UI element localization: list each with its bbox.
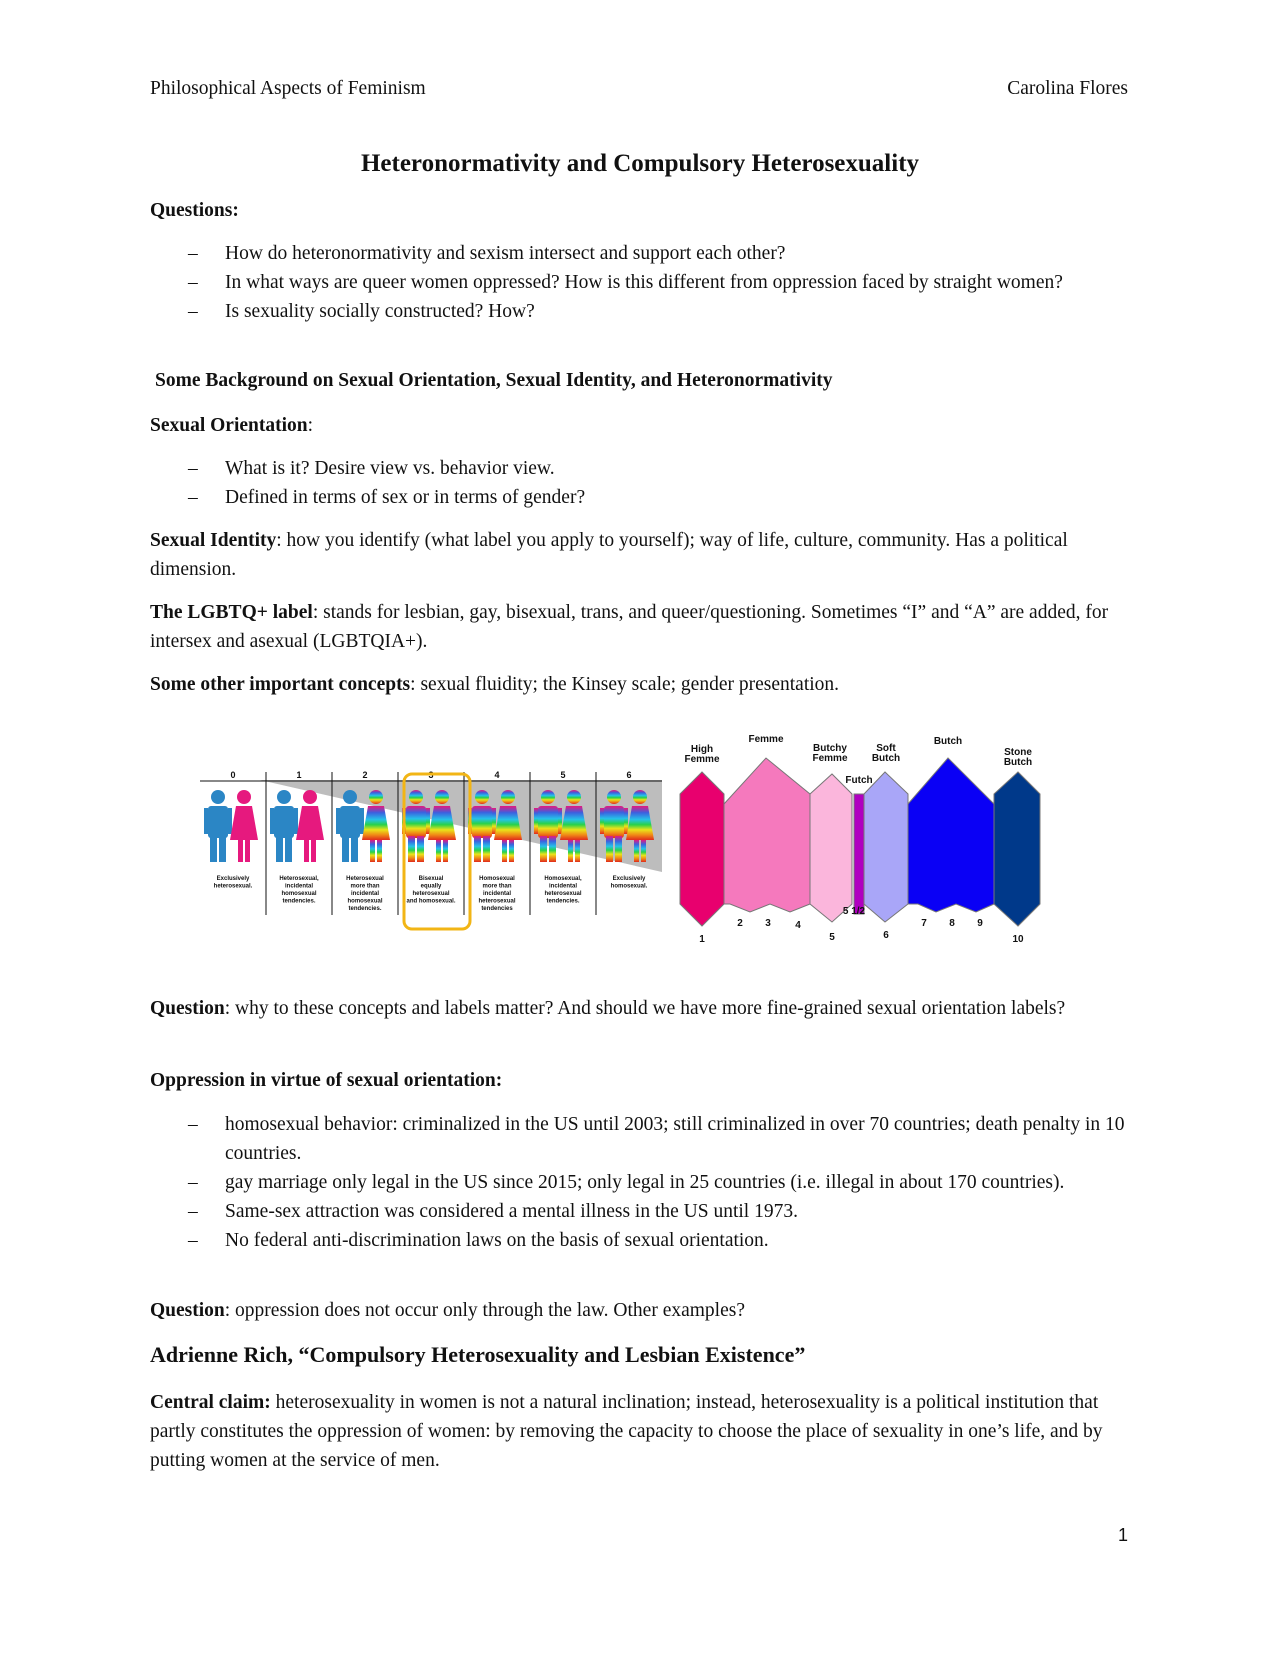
kinsey-caption: incidental — [482, 891, 512, 897]
concepts-paragraph — [150, 670, 1130, 699]
bf-label: High — [690, 744, 714, 755]
orientation-label: Sexual Orientation — [150, 415, 308, 436]
identity-paragraph — [150, 526, 1130, 584]
question1-paragraph — [150, 994, 1130, 1023]
kinsey-caption: incidental — [350, 891, 380, 897]
bf-number: 6 — [883, 930, 889, 941]
bf-number: 5 1/2 — [842, 906, 866, 917]
bf-label: Femme — [684, 754, 720, 765]
kinsey-caption: Heterosexual, — [279, 876, 319, 882]
concepts-text: : sexual fluidity; the Kinsey scale; gender presentation. — [410, 674, 840, 695]
female-figure — [230, 790, 258, 862]
bf-label: Futch — [845, 775, 873, 786]
kinsey-caption: more than — [350, 883, 380, 890]
bf-segment — [994, 772, 1040, 926]
bf-label: Soft — [876, 743, 896, 754]
kinsey-scale-figure — [200, 770, 668, 960]
kinsey-number: 5 — [560, 770, 566, 780]
central-claim-paragraph — [150, 1388, 1130, 1475]
kinsey-caption: incidental — [548, 883, 578, 890]
kinsey-caption: Exclusively — [612, 876, 646, 882]
bf-segment — [864, 772, 908, 922]
kinsey-caption: and homosexual. — [406, 898, 456, 905]
kinsey-caption: equally — [420, 883, 442, 890]
list-item: – Defined in terms of sex or in terms of gender? — [150, 483, 1130, 512]
bf-label: Butch — [933, 736, 963, 747]
header-author: Carolina Flores — [1007, 78, 1128, 99]
page-number: 1 — [1117, 1525, 1128, 1545]
list-item: – homosexual behavior: criminalized in the US until 2003; still criminalized in over 70 countries; death penalty in 10 countries. — [150, 1110, 1130, 1168]
oppression-heading: Oppression in virtue of sexual orientation: — [150, 1070, 503, 1091]
bf-segment — [908, 758, 994, 912]
question2-label: Question — [150, 1300, 225, 1321]
kinsey-caption: heterosexual — [478, 898, 516, 905]
bf-number: 4 — [795, 920, 801, 931]
list-item: – Same-sex attraction was considered a mental illness in the US until 1973. — [150, 1197, 1130, 1226]
bf-label: Femme — [748, 734, 784, 745]
document-title: Heteronormativity and Compulsory Heterosexuality — [360, 150, 920, 177]
bf-number: 9 — [977, 918, 983, 929]
bf-segment — [810, 774, 852, 922]
kinsey-caption: tendencies. — [282, 898, 316, 905]
bf-label: Butch — [1003, 757, 1033, 768]
kinsey-caption: Heterosexual — [346, 876, 384, 882]
kinsey-caption: Bisexual — [418, 876, 444, 882]
orientation-list — [150, 454, 1130, 512]
lgbtq-paragraph — [150, 598, 1130, 656]
orientation-suffix: : — [307, 415, 314, 436]
kinsey-number: 4 — [494, 770, 500, 780]
question2-paragraph — [150, 1296, 1130, 1325]
kinsey-caption: Homosexual, — [544, 876, 582, 882]
questions-heading: Questions: — [150, 200, 239, 221]
bf-number: 10 — [1012, 934, 1024, 945]
kinsey-caption: incidental — [284, 883, 314, 890]
male-figure — [270, 790, 298, 862]
kinsey-number: 0 — [230, 770, 236, 780]
butch-femme-scale-figure — [680, 734, 1090, 970]
list-item: – How do heteronormativity and sexism intersect and support each other? — [150, 239, 1130, 268]
bf-labels — [684, 734, 1032, 786]
questions-list — [150, 239, 1130, 326]
central-label: Central claim: — [150, 1392, 271, 1413]
list-item: – In what ways are queer women oppressed? How is this different from oppression faced by straight women? — [150, 268, 1130, 297]
male-figure — [204, 790, 232, 862]
header-course: Philosophical Aspects of Feminism — [150, 78, 426, 99]
kinsey-caption: tendencies — [481, 906, 513, 912]
bf-label: Butch — [871, 753, 901, 764]
background-heading: Some Background on Sexual Orientation, Sexual Identity, and Heteronormativity — [155, 370, 833, 391]
list-item: – gay marriage only legal in the US since 2015; only legal in 25 countries (i.e. illegal in about 170 countries). — [150, 1168, 1130, 1197]
bf-segment — [680, 772, 724, 926]
kinsey-captions — [214, 876, 648, 912]
bf-number: 8 — [949, 918, 955, 929]
question2-text: : oppression does not occur only through the law. Other examples? — [224, 1300, 746, 1321]
bf-segment — [724, 758, 810, 912]
kinsey-caption: heterosexual — [544, 891, 582, 897]
bf-number: 7 — [921, 918, 927, 929]
kinsey-caption: tendencies. — [348, 906, 382, 912]
female-figure — [296, 790, 324, 862]
kinsey-caption: Homosexual — [479, 876, 515, 882]
kinsey-caption: more than — [482, 883, 512, 890]
lgbtq-label: The LGBTQ+ label — [150, 602, 313, 623]
kinsey-caption: tendencies. — [546, 898, 580, 905]
bf-label: Butchy — [813, 743, 847, 754]
identity-label: Sexual Identity — [150, 530, 277, 551]
kinsey-caption: homosexual. — [610, 883, 648, 890]
list-item: – What is it? Desire view vs. behavior view. — [150, 454, 1130, 483]
concepts-label: Some other important concepts — [150, 674, 411, 695]
kinsey-number: 6 — [626, 770, 632, 780]
identity-text: : how you identify (what label you apply to yourself); way of life, culture, community. Has a political dimension. — [150, 530, 1068, 580]
orientation-heading — [150, 411, 1130, 440]
central-text: heterosexuality in women is not a natural inclination; instead, heterosexuality is a political institution that partly constitutes the oppression of women: by removing the capacity to choose the place of sexuality in one’s life, and by putting women at the service of men. — [150, 1392, 1103, 1471]
kinsey-number: 3 — [428, 770, 434, 780]
kinsey-number: 1 — [296, 770, 302, 780]
kinsey-caption: homosexual — [281, 891, 317, 897]
bf-label: Femme — [812, 753, 848, 764]
kinsey-caption: homosexual — [347, 898, 383, 905]
bf-number: 2 — [737, 918, 743, 929]
bf-number: 5 — [829, 932, 835, 943]
bf-number: 1 — [699, 934, 705, 945]
kinsey-caption: heterosexual. — [213, 883, 253, 890]
list-item: – No federal anti-discrimination laws on the basis of sexual orientation. — [150, 1226, 1130, 1255]
lgbtq-text: : stands for lesbian, gay, bisexual, trans, and queer/questioning. Sometimes “I” and “A” are added, for intersex and asexual (LGBTQIA+). — [150, 602, 1109, 652]
question1-label: Question — [150, 998, 225, 1019]
question1-text: : why to these concepts and labels matter? And should we have more fine-grained sexual orientation labels? — [224, 998, 1066, 1019]
kinsey-number: 2 — [362, 770, 368, 780]
kinsey-caption: Exclusively — [216, 876, 250, 882]
rich-heading: Adrienne Rich, “Compulsory Heterosexuality and Lesbian Existence” — [150, 1342, 806, 1367]
kinsey-caption: heterosexual — [412, 891, 450, 897]
bf-number: 3 — [765, 918, 771, 929]
list-item: – Is sexuality socially constructed? How? — [150, 297, 1130, 326]
bf-segment — [854, 794, 864, 914]
bf-label: Stone — [1004, 747, 1032, 758]
oppression-list — [150, 1110, 1130, 1255]
